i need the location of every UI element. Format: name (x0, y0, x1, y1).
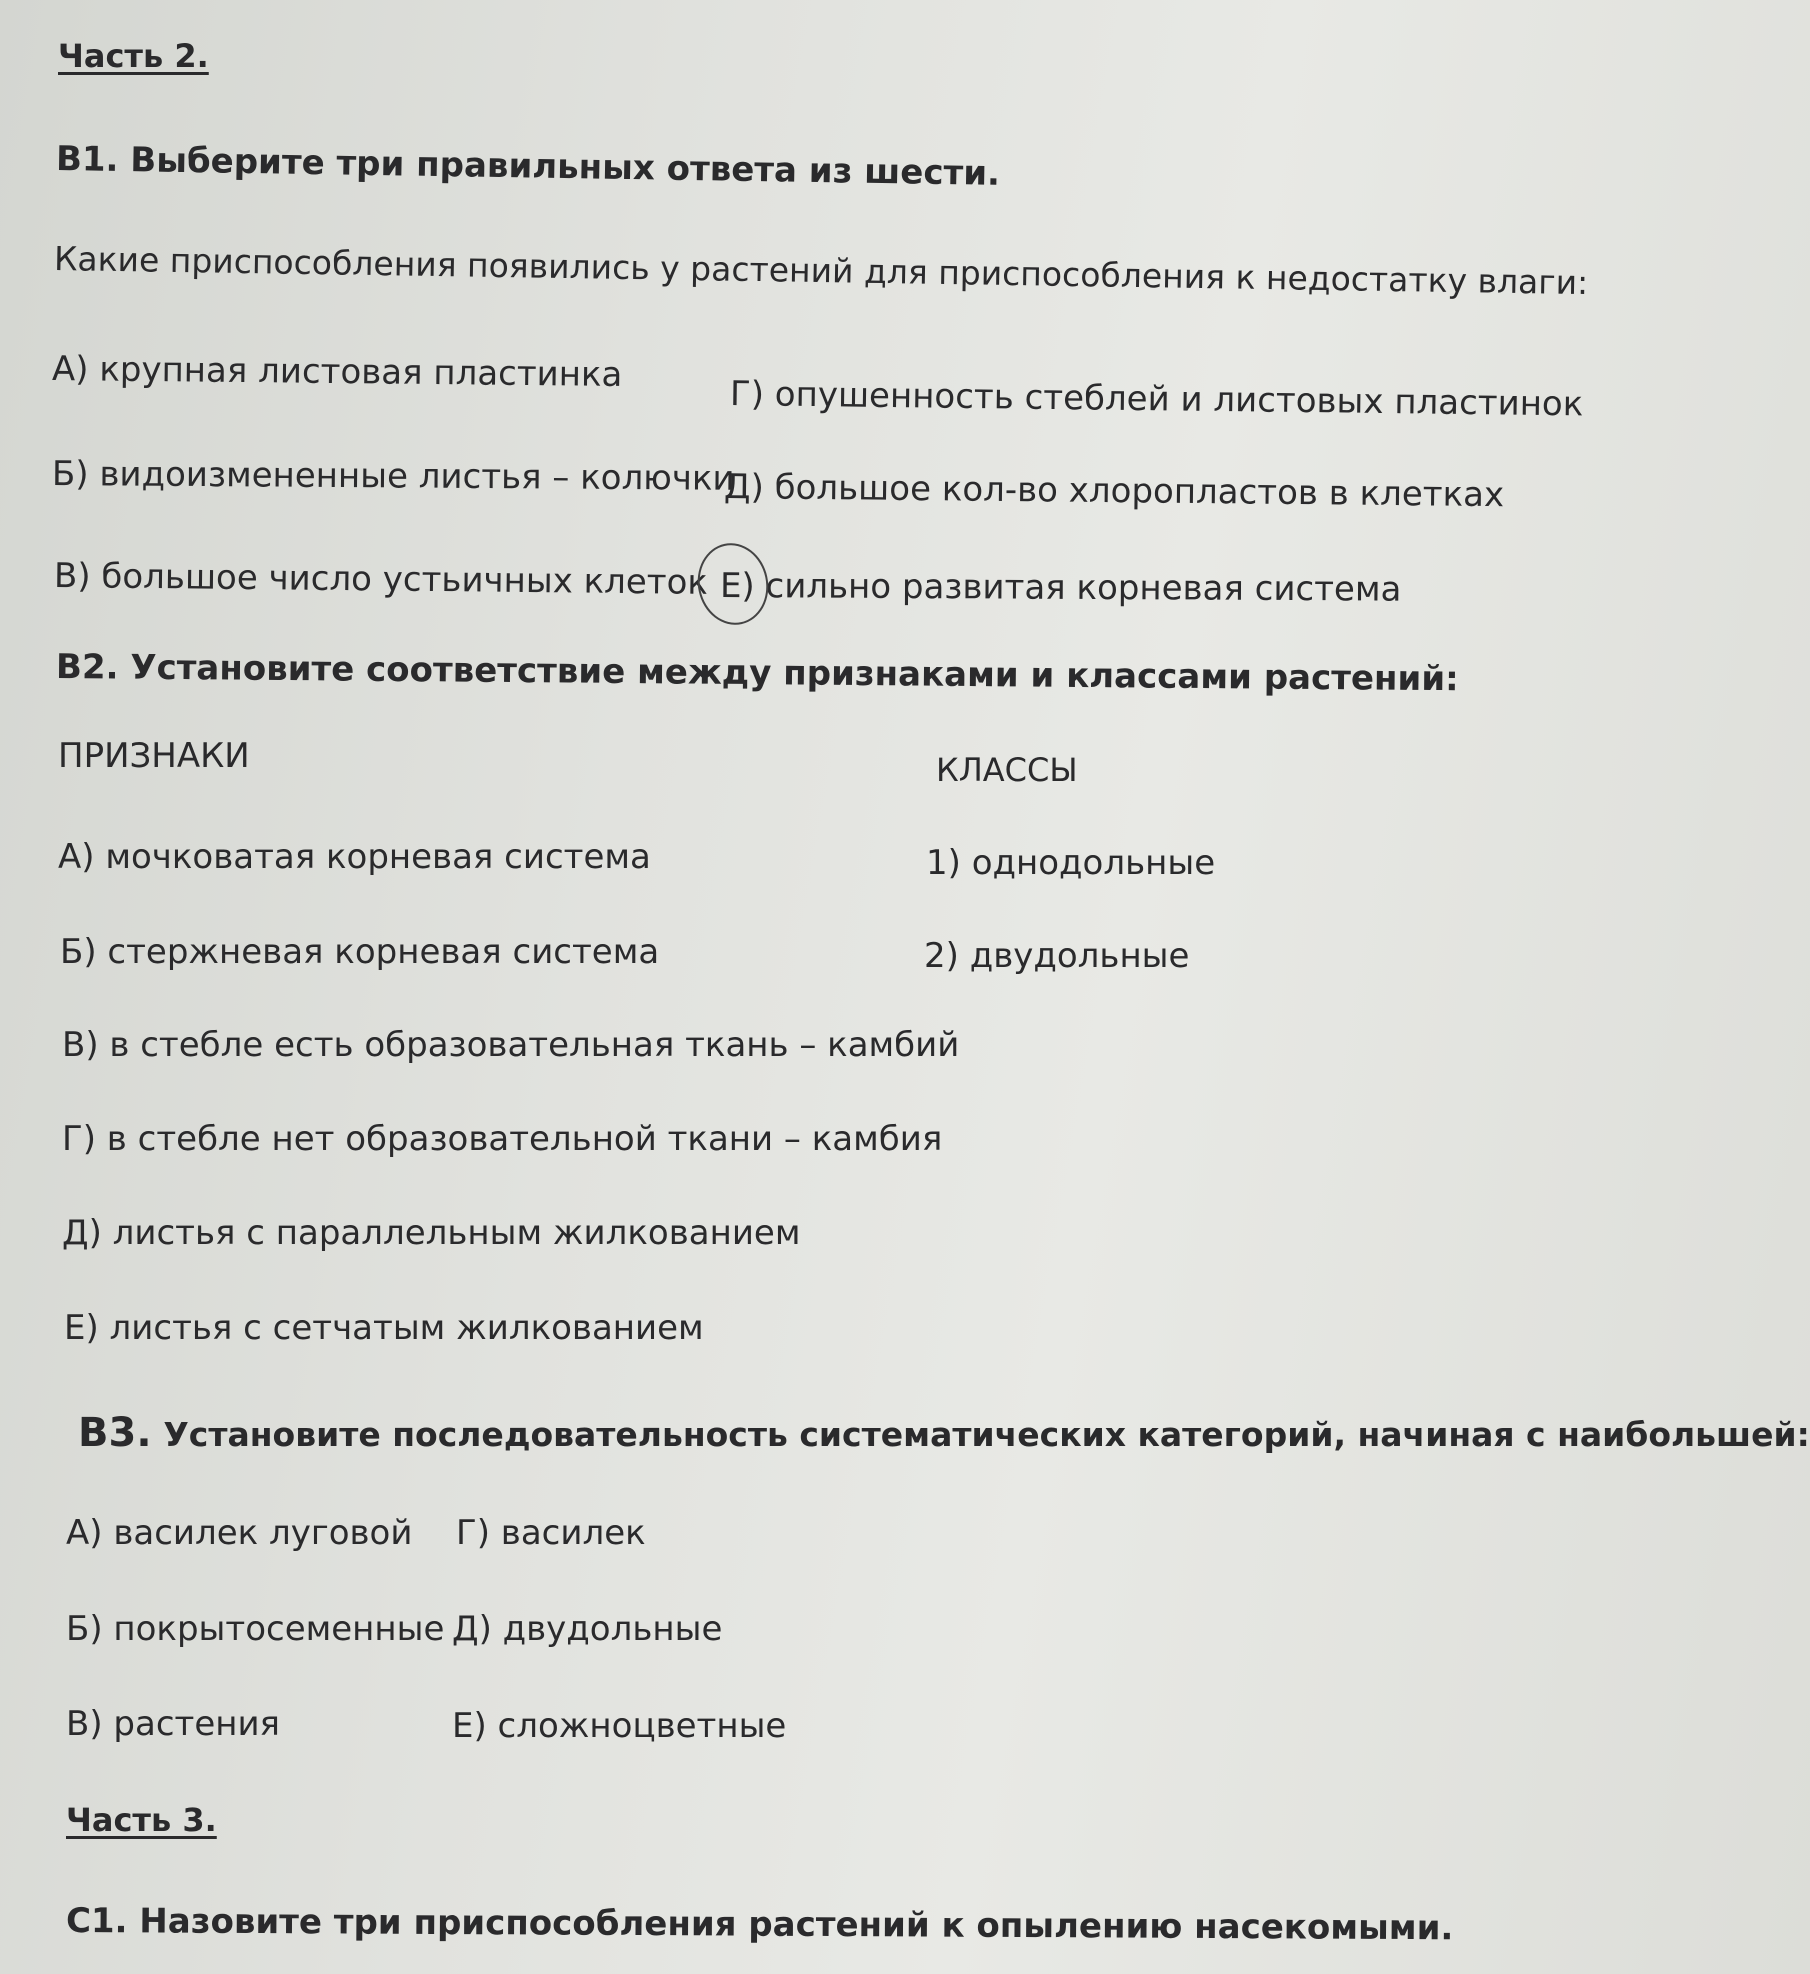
b2-heading: В2. Установите соответствие между признаками и классами растений: (55, 647, 1459, 700)
b2-class-1: 1) однодольные (926, 843, 1216, 883)
b3-option-a: А) василек луговой (66, 1513, 413, 1553)
b3-option-d: Д) двудольные (452, 1609, 723, 1649)
b2-sign-v: В) в стебле есть образовательная ткань – камбий (62, 1025, 960, 1065)
b3-option-b: Б) покрытосеменные (66, 1609, 445, 1649)
b2-classes-header: КЛАССЫ (936, 751, 1078, 789)
b3-label: В3. (78, 1410, 152, 1456)
b1-option-a: А) крупная листовая пластинка (51, 349, 623, 395)
part3-title: Часть 3. (66, 1801, 217, 1839)
b3-heading-row (78, 1410, 1810, 1456)
b2-sign-d: Д) листья с параллельным жилкованием (62, 1213, 801, 1253)
b1-option-e: Е) сильно развитая корневая система (719, 566, 1402, 610)
b2-class-2: 2) двудольные (924, 936, 1190, 976)
b1-option-b: Б) видоизмененные листья – колючки (51, 454, 735, 499)
b1-heading: В1. Выберите три правильных ответа из шести. (55, 139, 1001, 194)
b1-option-g: Г) опушенность стеблей и листовых пластинок (729, 374, 1584, 425)
b1-question: Какие приспособления появились у растений для приспособления к недостатку влаги: (53, 239, 1589, 303)
b1-option-v: В) большое число устьичных клеток (53, 556, 709, 603)
handwritten-circle-mark (690, 537, 776, 632)
c1-heading: С1. Назовите три приспособления растений к опылению насекомыми. (65, 1901, 1454, 1949)
b2-sign-e: Е) листья с сетчатым жилкованием (64, 1308, 704, 1348)
b2-sign-g: Г) в стебле нет образовательной ткани – камбия (62, 1119, 943, 1159)
b2-signs-header: ПРИЗНАКИ (58, 736, 250, 776)
b1-option-d: Д) большое кол-во хлоропластов в клетках (723, 467, 1505, 516)
b3-option-e: Е) сложноцветные (452, 1706, 787, 1746)
b3-option-v: В) растения (66, 1704, 281, 1744)
b2-sign-b: Б) стержневая корневая система (60, 932, 660, 972)
b3-heading: Установите последовательность систематических категорий, начиная с наибольшей: (163, 1415, 1810, 1454)
b2-sign-a: А) мочковатая корневая система (58, 837, 651, 877)
b3-option-g: Г) василек (456, 1513, 646, 1553)
part2-title: Часть 2. (58, 37, 209, 75)
